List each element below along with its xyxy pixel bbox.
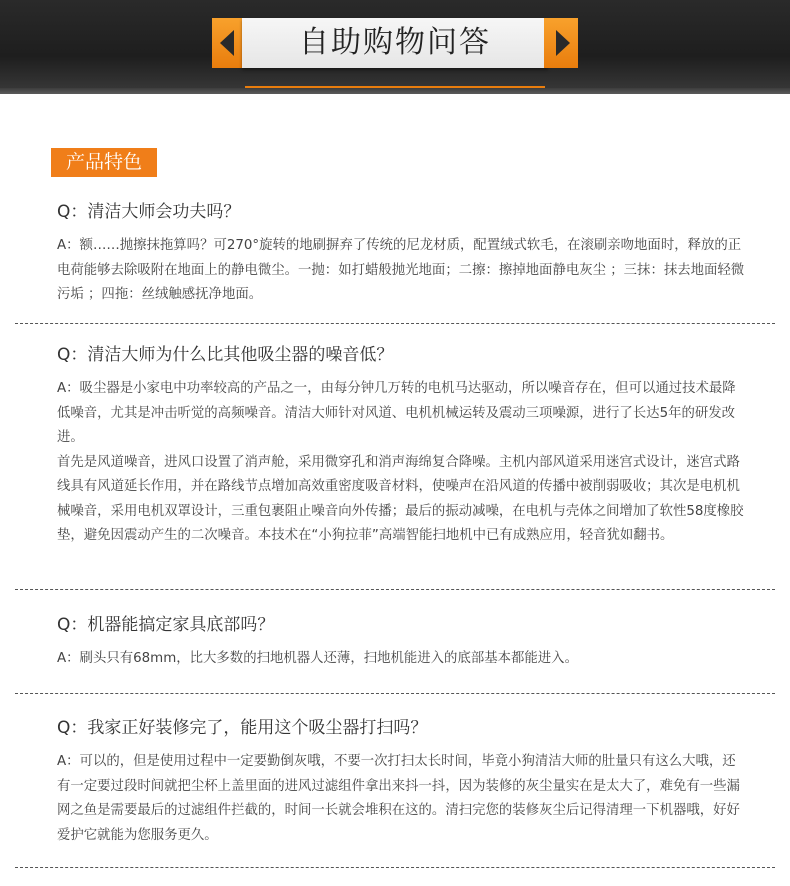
answer-paragraph: 首先是风道噪音，进风口设置了消声舱，采用微穿孔和消声海绵复合降噪。主机内部风道采用迷宫式设计，迷宫式路线具有风道延长作用，并在路线节点增加高效重密度吸音材料，使噪声在沿风道的传播中被削弱吸收；其次是电机机械噪音，采用电机双罩设计，三重包裹阻止噪音向外传播；最后的振动减噪，在电机与壳体之间增加了软性58度橡胶垫，避免因震动产生的二次噪音。本技术在“小狗拉菲”高端智能扫地机中已有成熟应用，轻音犹如翻书。 <box>57 454 744 543</box>
answer-paragraph: A：刷头只有68mm，比大多数的扫地机器人还薄，扫地机能进入的底部基本都能进入。 <box>57 651 578 666</box>
qa-item <box>57 613 747 672</box>
section-tag: 产品特色 <box>51 148 157 177</box>
answer-text <box>57 647 747 672</box>
banner-right-cap <box>544 18 578 68</box>
chevron-right-icon <box>556 30 570 56</box>
page-title: 自助购物问答 <box>299 25 491 60</box>
qa-item <box>57 200 747 308</box>
question-text: Q：机器能搞定家具底部吗？ <box>57 615 275 635</box>
dashed-divider <box>15 589 775 590</box>
answer-paragraph: A：额……抛擦抹拖算吗？可270°旋转的地刷摒弃了传统的尼龙材质，配置绒式软毛，在滚刷亲吻地面时，释放的正电荷能够去除吸附在地面上的静电微尘。一抛：如打蜡般抛光地面；二擦：擦掉地面静电灰尘 ；三抹：抹去地面轻微污垢 ；四拖：丝绒触感抚净地面。 <box>57 238 745 302</box>
answer-paragraph: A：吸尘器是小家电中功率较高的产品之一，由每分钟几万转的电机马达驱动，所以噪音存在，但可以通过技术最降低噪音，尤其是冲击听觉的高频噪音。清洁大师针对风道、电机机械运转及震动三项噪源，进行了长达5年的研发改进。 <box>57 381 736 445</box>
answer-paragraph: A：可以的，但是使用过程中一定要勤倒灰哦，不要一次打扫太长时间，毕竟小狗清洁大师的肚量只有这么大哦，还有一定要过段时间就把尘杯上盖里面的进风过滤组件拿出来抖一抖，因为装修的灰尘量实在是太大了，难免有一些漏网之鱼是需要最后的过滤组件拦截的，时间一长就会堆积在这的。清扫完您的装修灰尘后记得清理一下机器哦，好好爱护它就能为您服务更久。 <box>57 754 740 843</box>
banner-left-cap <box>212 18 246 68</box>
question-text: Q：清洁大师会功夫吗？ <box>57 202 241 222</box>
answer-text <box>57 234 747 308</box>
title-banner <box>212 18 578 68</box>
dashed-divider <box>15 323 775 324</box>
banner-underline <box>245 86 545 88</box>
question-text: Q：清洁大师为什么比其他吸尘器的噪音低？ <box>57 345 394 365</box>
qa-item <box>57 716 747 848</box>
qa-item <box>57 343 747 549</box>
dashed-divider <box>15 867 775 868</box>
header-bottom-strip <box>0 88 790 94</box>
dashed-divider <box>15 693 775 694</box>
chevron-left-icon <box>220 30 234 56</box>
answer-text <box>57 377 747 549</box>
answer-text <box>57 750 747 848</box>
question-text: Q：我家正好装修完了，能用这个吸尘器打扫吗？ <box>57 718 428 738</box>
